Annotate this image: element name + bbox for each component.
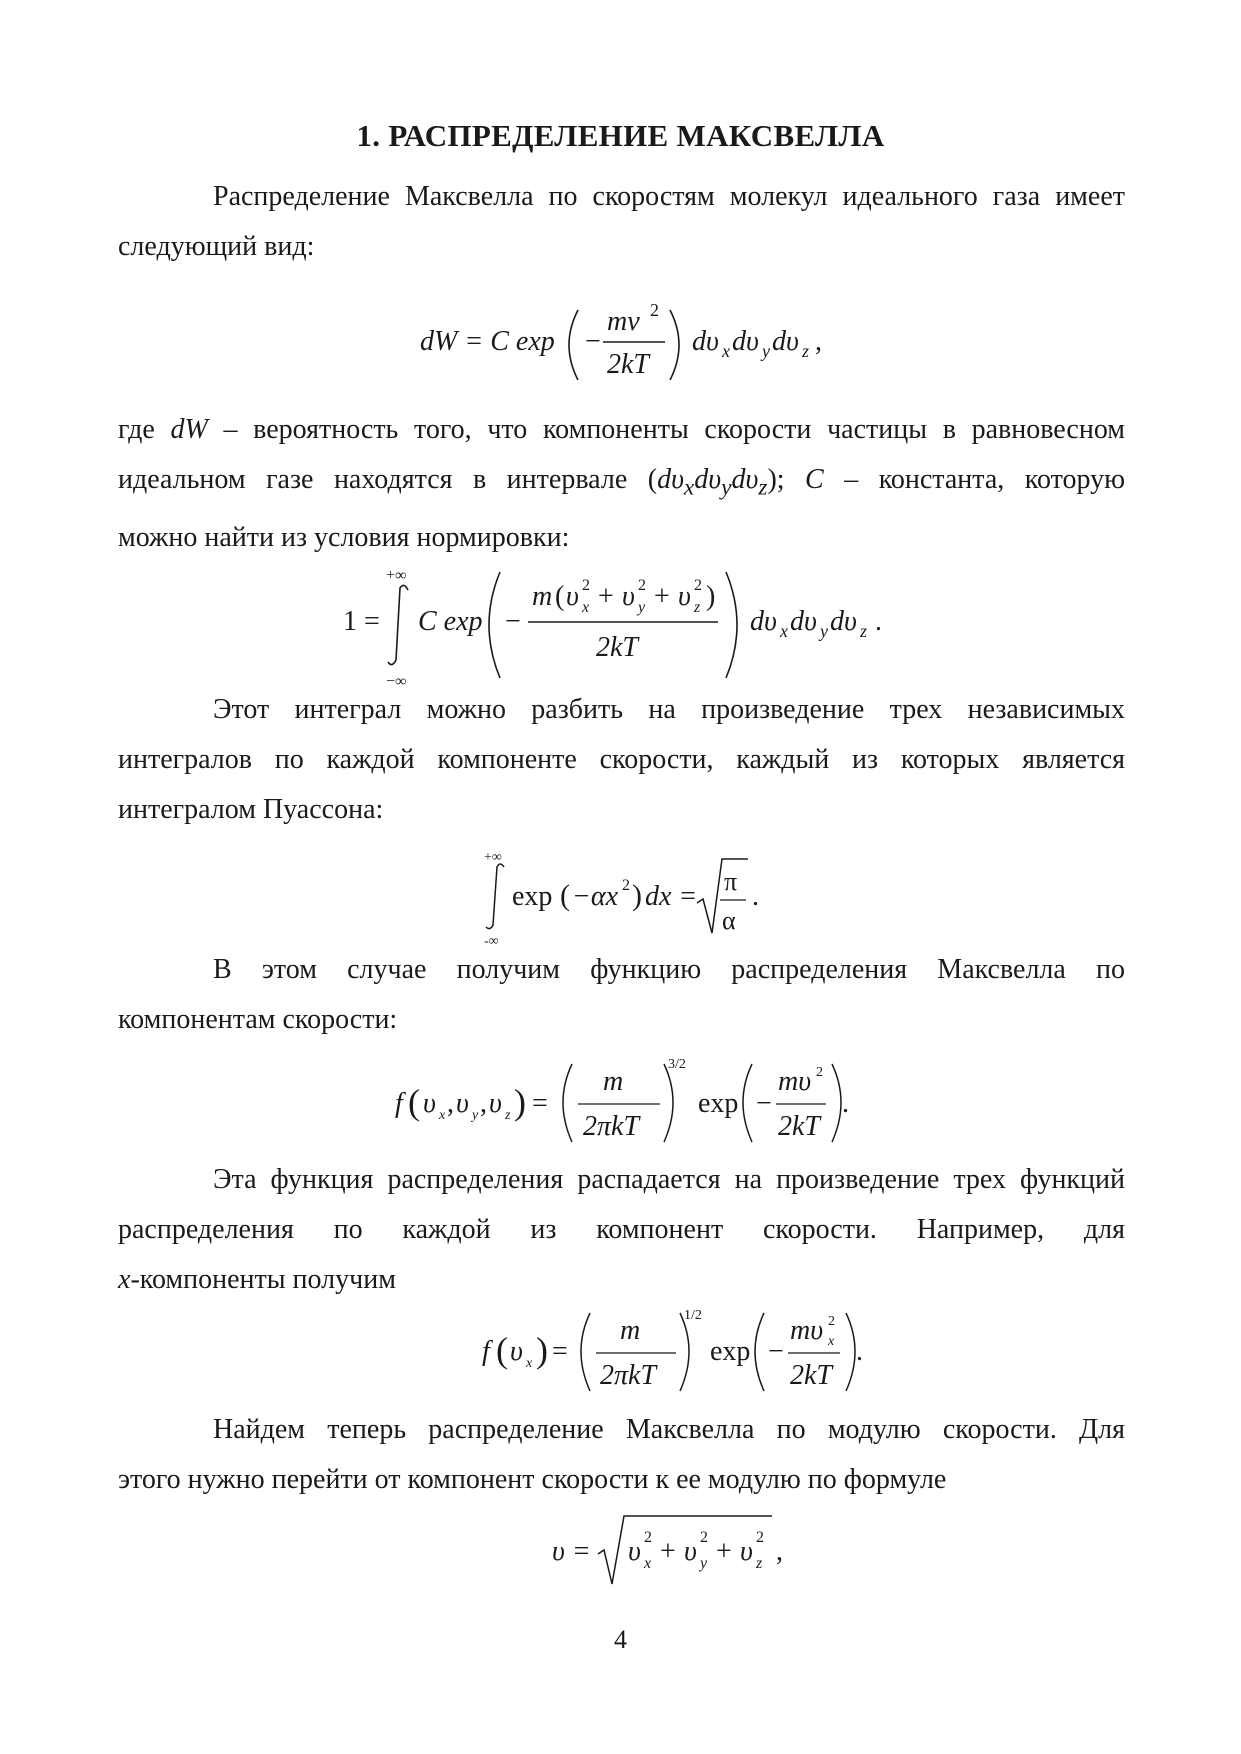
eq1-comma: , xyxy=(815,326,822,357)
paragraph-line: Найдем теперь распределение Максвелла по модулю скорости. Для xyxy=(213,1414,1125,1445)
eq2-right-paren xyxy=(726,572,737,678)
math-sub: z xyxy=(758,474,768,501)
eq1-dvz: dυ xyxy=(772,326,799,357)
eq1-lhs: dW = C exp xyxy=(420,326,555,357)
math-sub: x xyxy=(683,474,695,501)
eq5-sub-x: x xyxy=(526,1356,533,1371)
eq4-superscript: 2 xyxy=(816,1065,823,1080)
eq2-minus: − xyxy=(505,606,521,637)
math-dW: dW xyxy=(170,414,208,445)
eq4-vx: υ xyxy=(423,1088,436,1119)
eq6-vx: υ xyxy=(628,1536,641,1567)
text: ); xyxy=(767,464,806,495)
eq4-sub-x: x xyxy=(439,1108,446,1123)
eq1-superscript: 2 xyxy=(650,300,659,320)
eq2-vx: υ xyxy=(566,581,579,612)
eq6-comma: , xyxy=(776,1536,783,1567)
eq4-lparen: ( xyxy=(408,1082,420,1122)
eq3-alpha: α xyxy=(722,906,736,935)
eq2-m: m xyxy=(532,581,553,612)
paragraph-line: интегралом Пуассона: xyxy=(118,794,384,825)
eq5-right-paren xyxy=(680,1313,689,1391)
eq5-superscript: 2 xyxy=(828,1314,835,1329)
eq6-vy: υ xyxy=(684,1536,697,1567)
eq2-one: 1 = xyxy=(343,606,380,637)
text: – вероятность того, что компоненты скорости частицы в равновесном xyxy=(207,414,1126,445)
paragraph-5 xyxy=(118,1155,1125,1305)
eq3-period: . xyxy=(752,881,759,912)
eq1-dvy: dυ xyxy=(732,326,759,357)
eq2-pow: 2 xyxy=(582,577,590,594)
eq4-exp: exp xyxy=(698,1088,739,1119)
eq4-denominator-2: 2kT xyxy=(778,1111,820,1142)
eq2-upper-limit: +∞ xyxy=(386,567,407,584)
paragraph-line xyxy=(118,1255,1125,1305)
eq2-dsub-y: y xyxy=(820,621,828,641)
eq2-dsub-z: z xyxy=(860,621,868,641)
eq3-lparen: ( xyxy=(560,879,570,912)
paragraph-line xyxy=(118,405,1125,455)
paragraph-line: Эта функция распределения распадается на произведение трех функций xyxy=(213,1164,1125,1195)
eq2-sub-y: y xyxy=(638,599,646,616)
eq1-minus: − xyxy=(585,326,601,357)
paragraph-line: В этом случае получим функцию распределения Максвелла по xyxy=(213,954,1125,985)
eq2-plus: + xyxy=(598,581,614,612)
eq5-left-paren xyxy=(581,1313,590,1391)
eq4-left-paren xyxy=(563,1064,572,1142)
eq6-pow: 2 xyxy=(700,1529,708,1546)
eq2-dvz: dυ xyxy=(830,606,857,637)
paragraph-1 xyxy=(118,172,1125,272)
eq3-pi: π xyxy=(724,867,738,896)
eq5-exp: exp xyxy=(710,1336,751,1367)
eq3-rparen: ) xyxy=(632,879,642,912)
eq2-pow: 2 xyxy=(638,577,646,594)
eq1-denominator: 2kT xyxy=(607,349,649,380)
eq4-left-paren-2 xyxy=(743,1064,752,1142)
eq3-upper-limit: +∞ xyxy=(484,850,502,865)
eq4-m: m xyxy=(603,1066,624,1097)
page-number: 4 xyxy=(614,1625,627,1654)
eq1-left-paren xyxy=(569,310,578,380)
eq3-superscript: 2 xyxy=(622,877,630,894)
eq5-denominator: 2πkT xyxy=(600,1360,657,1391)
text: -компоненты получим xyxy=(130,1264,396,1295)
eq1-sub-x: x xyxy=(722,341,730,361)
eq2-lparen-small: ( xyxy=(555,581,565,612)
eq3-alpha-x: −αx xyxy=(572,881,619,912)
math: dυ xyxy=(694,464,722,495)
eq2-vz: υ xyxy=(678,581,691,612)
eq1-sub-z: z xyxy=(802,341,810,361)
paragraph-line: следующий вид: xyxy=(118,231,315,262)
eq4-comma: , xyxy=(447,1088,454,1119)
eq3-exp: exp xyxy=(512,881,553,912)
eq5-power: 1/2 xyxy=(684,1308,702,1323)
text: – константа, которую xyxy=(823,464,1126,495)
eq4-period: . xyxy=(842,1088,849,1119)
eq4-minus: − xyxy=(756,1088,772,1119)
eq1-numerator: mv xyxy=(607,306,640,337)
equation-4 xyxy=(0,1050,1241,1170)
eq3-integral-sign xyxy=(486,864,504,929)
paragraph-line: Распределение Максвелла по скоростям молекул идеального газа имеет xyxy=(213,181,1125,212)
paragraph-4 xyxy=(118,945,1125,1045)
equation-1 xyxy=(0,270,1241,390)
eq2-sub-x: x xyxy=(582,599,590,616)
eq4-vz: υ xyxy=(489,1088,502,1119)
eq6-sub-x: x xyxy=(644,1555,652,1572)
eq2-denominator: 2kT xyxy=(596,632,638,663)
eq2-dvx: dυ xyxy=(750,606,777,637)
eq5-right-paren-2 xyxy=(846,1313,855,1391)
eq4-sub-y: y xyxy=(472,1108,479,1123)
math: dυ xyxy=(657,464,684,495)
paragraph-line: интегралов по каждой компоненте скорости, каждый из которых является xyxy=(118,744,1125,775)
eq5-equals: = xyxy=(552,1336,568,1367)
eq4-comma: , xyxy=(480,1088,487,1119)
eq4-power: 3/2 xyxy=(668,1057,686,1072)
eq1-sub-y: y xyxy=(762,341,770,361)
eq6-vz: υ xyxy=(740,1536,753,1567)
eq5-denominator-2: 2kT xyxy=(790,1360,832,1391)
equation-2 xyxy=(0,560,1241,690)
paragraph-line: этого нужно перейти от компонент скорости к ее модулю по формуле xyxy=(118,1464,947,1495)
eq6-sub-y: y xyxy=(700,1555,708,1572)
eq6-plus: + xyxy=(716,1536,732,1567)
paragraph-line: распределения по каждой из компонент скорости. Например, для xyxy=(118,1214,1125,1245)
eq5-period: . xyxy=(856,1336,863,1367)
eq2-plus: + xyxy=(654,581,670,612)
eq4-numerator: mυ xyxy=(778,1066,812,1097)
text: идеальном газе находятся в интервале ( xyxy=(118,464,658,495)
eq4-f: f xyxy=(395,1088,403,1119)
eq4-right-paren xyxy=(664,1064,673,1142)
eq5-lparen: ( xyxy=(496,1330,508,1370)
text: где xyxy=(118,414,171,445)
eq5-f: f xyxy=(482,1336,490,1367)
math-C: C xyxy=(805,464,824,495)
eq4-right-paren-2 xyxy=(832,1064,841,1142)
eq2-sub-z: z xyxy=(694,599,701,616)
paragraph-6 xyxy=(118,1405,1125,1505)
paragraph-line xyxy=(118,455,1125,513)
eq2-dsub-x: x xyxy=(780,621,788,641)
math-sub: y xyxy=(721,474,732,501)
eq6-pow: 2 xyxy=(644,1529,652,1546)
eq3-lower-limit: -∞ xyxy=(484,934,499,949)
eq1-right-paren xyxy=(670,310,679,380)
eq2-lower-limit: −∞ xyxy=(386,673,407,690)
eq3-dx: dx = xyxy=(645,881,698,912)
paragraph-line: можно найти из условия нормировки: xyxy=(118,521,570,553)
paragraph-line: Этот интеграл можно разбить на произведение трех независимых xyxy=(213,694,1125,725)
eq5-minus: − xyxy=(768,1336,784,1367)
eq2-integral-sign xyxy=(388,585,408,664)
eq6-lhs: υ = xyxy=(552,1536,591,1567)
eq6-pow: 2 xyxy=(756,1529,764,1546)
paragraph-line: компонентам скорости: xyxy=(118,1004,398,1035)
section-title: 1. РАСПРЕДЕЛЕНИЕ МАКСВЕЛЛА xyxy=(356,118,885,153)
eq5-v: υ xyxy=(510,1336,523,1367)
math: dυ xyxy=(731,464,759,495)
eq6-sub-z: z xyxy=(756,1555,763,1572)
eq2-period: . xyxy=(875,606,882,637)
eq5-m: m xyxy=(620,1315,641,1346)
equation-6 xyxy=(0,1512,1241,1632)
eq4-equals: = xyxy=(532,1088,548,1119)
paragraph-2 xyxy=(118,405,1125,563)
eq2-pow: 2 xyxy=(694,577,702,594)
eq2-left-paren xyxy=(489,572,500,678)
eq5-numerator: mυ xyxy=(790,1315,824,1346)
paragraph-3 xyxy=(118,685,1125,835)
eq2-vy: υ xyxy=(622,581,635,612)
math-x: x xyxy=(118,1264,131,1295)
eq2-C-exp: C exp xyxy=(418,606,483,637)
eq4-vy: υ xyxy=(456,1088,469,1119)
eq5-left-paren-2 xyxy=(755,1313,764,1391)
eq4-sub-z: z xyxy=(505,1108,511,1123)
eq5-rparen: ) xyxy=(536,1330,548,1370)
eq6-plus: + xyxy=(660,1536,676,1567)
eq4-denominator: 2πkT xyxy=(583,1111,640,1142)
eq1-dvx: dυ xyxy=(692,326,719,357)
eq4-rparen: ) xyxy=(514,1082,526,1122)
eq2-rparen-small: ) xyxy=(706,581,716,612)
eq2-dvy: dυ xyxy=(790,606,817,637)
eq5-num-sub-x: x xyxy=(828,1334,835,1349)
